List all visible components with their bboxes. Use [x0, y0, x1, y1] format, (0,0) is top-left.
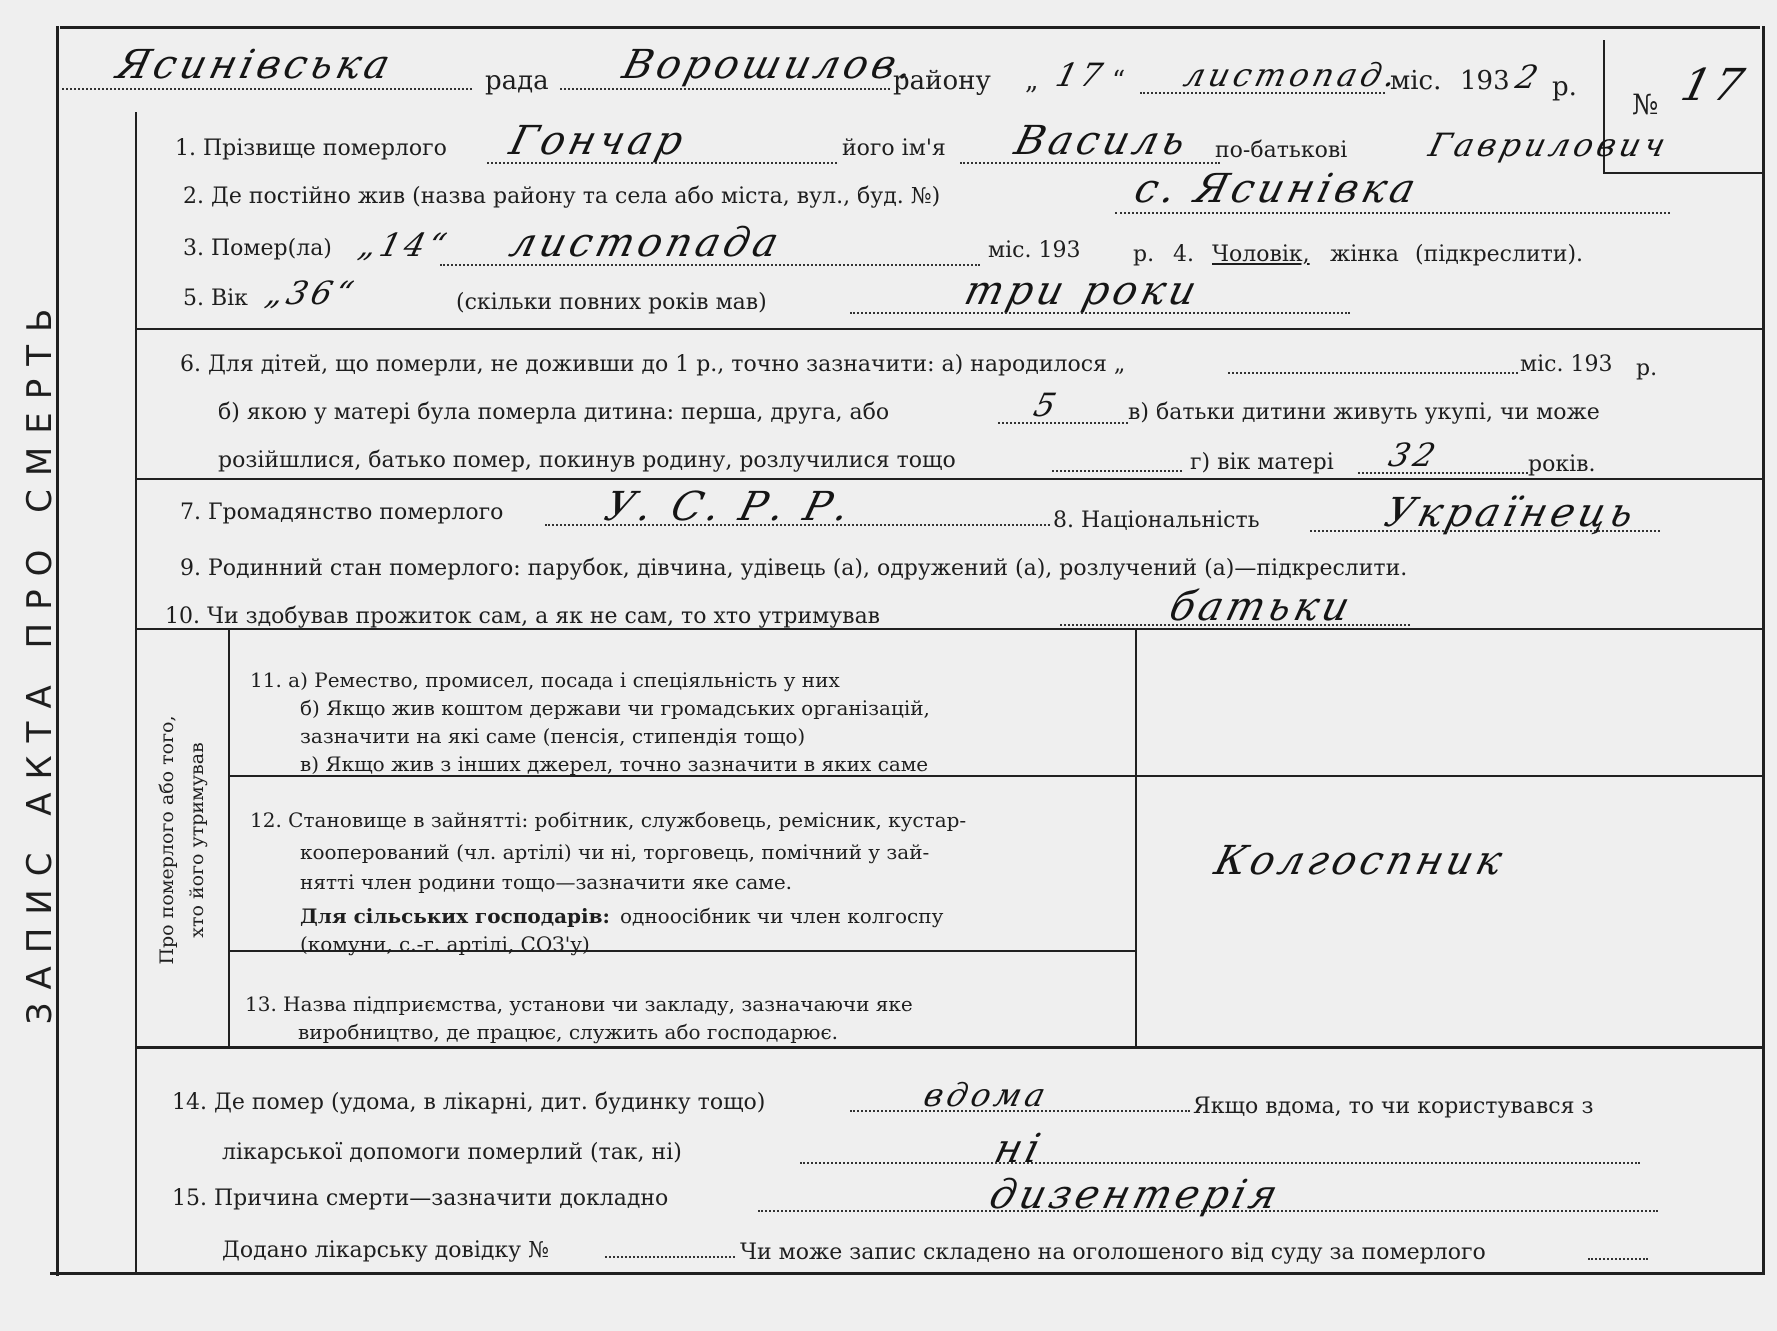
- field-12-value: Колгоспник: [1210, 838, 1511, 884]
- field-5-value: три роки: [960, 268, 1205, 314]
- field-1-label: 1. Прізвище померлого: [175, 136, 447, 161]
- field-11-line2: б) Якщо жив коштом держави чи громадських організацій,: [300, 696, 930, 720]
- field-5-age: „36“: [262, 274, 362, 312]
- field-12-line4-bold: Для сільських господарів:: [300, 904, 610, 928]
- field-1-name-label: його ім'я: [842, 136, 946, 161]
- raion-label: району: [893, 66, 991, 96]
- field-4-label: 4.: [1173, 242, 1194, 267]
- rada-label: рада: [485, 66, 549, 96]
- field-7-value: У. С. Р. Р.: [600, 484, 858, 530]
- field-16-label: Додано лікарську довідку №: [222, 1238, 549, 1263]
- field-9-label: 9. Родинний стан померлого: парубок, дівчина, удівець (а), одружений (а), розлучений (а)—підкреслити.: [180, 556, 1408, 581]
- field-6-mother-age: 32: [1385, 436, 1444, 474]
- field-14-line2: лікарської допомоги померлий (так, ні): [222, 1140, 682, 1165]
- frame-top: [60, 26, 1760, 29]
- field-14-line1: 14. Де помер (удома, в лікарні, дит. будинку тощо): [172, 1090, 766, 1115]
- field-6-line2a: б) якою у матері була померла дитина: перша, друга, або: [218, 400, 890, 425]
- number-value: 17: [1676, 60, 1753, 111]
- field-1-surname: Гончар: [505, 118, 692, 164]
- field-7-label: 7. Громадянство померлого: [180, 500, 504, 525]
- field-10-value: батьки: [1165, 584, 1359, 630]
- block-vline-1: [228, 628, 230, 1046]
- field-4-note: (підкреслити).: [1415, 242, 1584, 267]
- divider-d: [137, 1046, 1762, 1049]
- day-value: 17: [1052, 56, 1111, 94]
- field-2-label: 2. Де постійно жив (назва району та села або міста, вул., буд. №): [183, 184, 941, 209]
- field-12-line3: нятті член родини тощо—зазначити яке саме.: [300, 870, 793, 894]
- field-11-line3: зазначити на які саме (пенсія, стипендія тощо): [300, 724, 806, 748]
- vertical-subtitle-1: Про померлого або того,: [156, 715, 178, 965]
- vertical-title: ЗАПИС АКТА ПРО СМЕРТЬ: [20, 295, 60, 1025]
- divider-a: [137, 328, 1762, 330]
- frame-bottom: [50, 1272, 1765, 1275]
- month-value: листопад.: [1180, 56, 1405, 94]
- field-10-label: 10. Чи здобував прожиток сам, а як не сам, то хто утримував: [165, 604, 881, 629]
- divider-b: [137, 478, 1762, 480]
- field-8-label: 8. Національність: [1053, 508, 1260, 533]
- field-15-value: дизентерія: [985, 1172, 1286, 1218]
- field-1-name: Василь: [1010, 118, 1195, 164]
- block-vline-2: [1135, 628, 1137, 1046]
- field-6-years: років.: [1528, 452, 1596, 477]
- field-1-patronymic: Гаврилович: [1425, 126, 1674, 164]
- field-14-value: вдома: [920, 1076, 1054, 1114]
- field-14-value2: ні: [990, 1126, 1049, 1172]
- field-12-line1: 12. Становище в зайнятті: робітник, службовець, ремісник, кустар-: [250, 808, 967, 832]
- date-open-quote: „: [1025, 66, 1039, 96]
- field-6-line1: 6. Для дітей, що померли, не доживши до 1 р., точно зазначити: а) народилося „: [180, 352, 1126, 377]
- rada-value: Ясинівська: [112, 42, 399, 88]
- field-12-line5: (комуни, с.-г. артілі, СОЗ'у): [300, 932, 590, 956]
- field-13-line2: виробництво, де працює, служить або господарює.: [298, 1020, 839, 1044]
- vertical-subtitle-2: хто його утримував: [186, 742, 208, 938]
- field-4-woman: жінка: [1330, 242, 1399, 267]
- inner-left: [135, 112, 137, 1272]
- field-3-month: листопада: [505, 220, 787, 266]
- field-3-day: „14“: [355, 226, 455, 264]
- field-3-label: 3. Помер(ла): [183, 236, 332, 261]
- field-12-line4-rest: одноосібник чи член колгоспу: [620, 904, 944, 928]
- field-13-line1: 13. Назва підприємства, установи чи закладу, зазначаючи яке: [245, 992, 913, 1016]
- field-2-value: с. Ясинівка: [1130, 166, 1424, 212]
- field-6-line2b: в) батьки дитини живуть укупі, чи може: [1128, 400, 1600, 425]
- number-box-bottom: [1603, 172, 1763, 174]
- field-6-line3a: розійшлися, батько помер, покинув родину, розлучилися тощо: [218, 448, 956, 473]
- field-6-line2-value: 5: [1030, 386, 1064, 424]
- field-5-label: 5. Вік: [183, 286, 248, 311]
- field-4-man: Чоловік,: [1212, 242, 1310, 267]
- year-suffix: р.: [1552, 72, 1577, 102]
- field-8-value: Українець: [1380, 490, 1643, 536]
- field-11-line1: 11. а) Ремество, промисел, посада і спеціяльність у них: [250, 668, 840, 692]
- field-5-note: (скільки повних років мав): [456, 290, 767, 315]
- field-12-line2: кооперований (чл. артілі) чи ні, торговець, помічний у зай-: [300, 840, 930, 864]
- field-6-line3b: г) вік матері: [1190, 450, 1334, 475]
- field-14-line1b: Якщо вдома, то чи користувався з: [1193, 1094, 1594, 1119]
- field-16-court-note: Чи може запис складено на оголошеного від суду за померлого: [740, 1240, 1486, 1265]
- year-printed: 193: [1460, 66, 1510, 96]
- number-label: №: [1632, 88, 1659, 121]
- field-6-line1-mis: міс. 193: [1520, 352, 1613, 377]
- field-3-mis: міс. 193: [988, 238, 1081, 263]
- date-close-quote: “: [1112, 66, 1126, 96]
- year-value: 2: [1512, 58, 1546, 96]
- field-6-line1-r: р.: [1636, 356, 1658, 381]
- field-3-year-suffix: р.: [1133, 242, 1155, 267]
- field-1-patronymic-label: по-батькові: [1215, 138, 1348, 163]
- mis-label: міс.: [1390, 66, 1442, 96]
- field-11-line4: в) Якщо жив з інших джерел, точно зазначити в яких саме: [300, 752, 929, 776]
- frame-right: [1762, 26, 1765, 1272]
- field-15-label: 15. Причина смерти—зазначити докладно: [172, 1186, 669, 1211]
- raion-value: Ворошилов.: [618, 42, 922, 88]
